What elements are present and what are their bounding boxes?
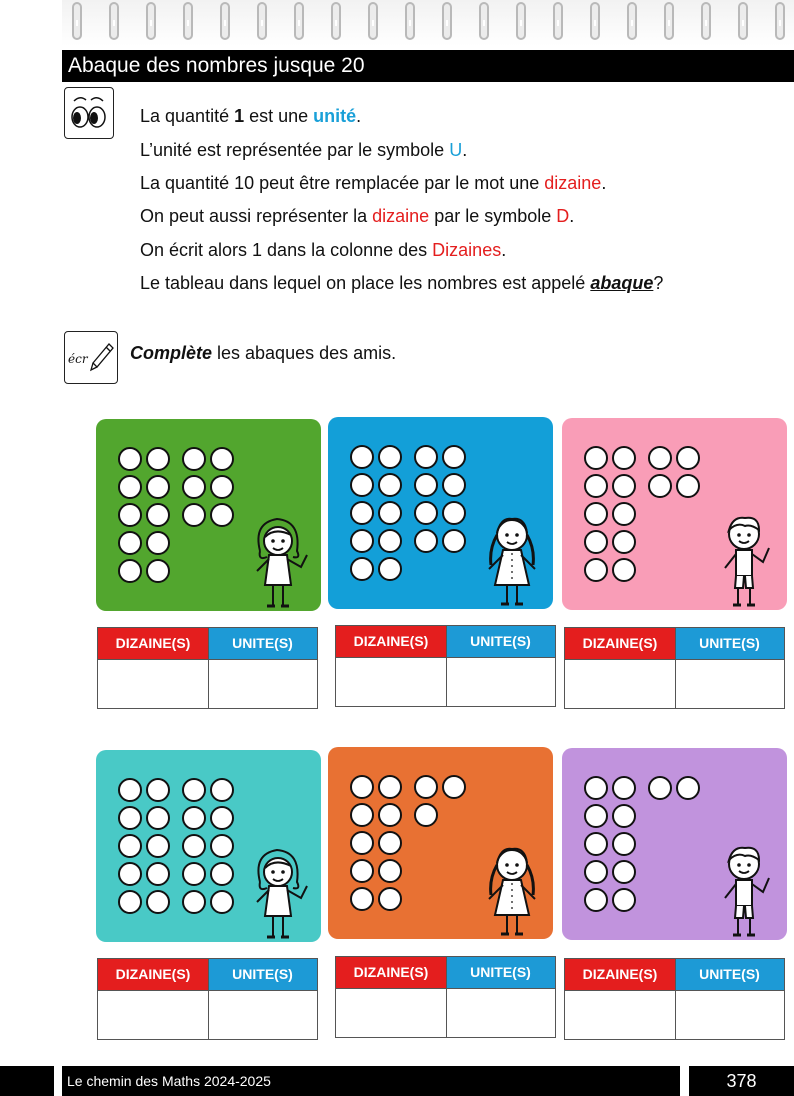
spiral-ring: [109, 2, 119, 40]
tens-header: DIZAINE(S): [98, 959, 208, 990]
spiral-ring: [701, 2, 711, 40]
units-header: UNITE(S): [208, 628, 317, 659]
counter-dot: [584, 776, 608, 800]
abaque-table-6: [564, 958, 785, 1040]
lesson-line-6: Le tableau dans lequel on place les nombres est appelé abaque?: [140, 273, 664, 293]
counter-dot: [414, 445, 438, 469]
counter-dot: [584, 446, 608, 470]
counter-dot: [378, 501, 402, 525]
lesson-line-2: L’unité est représentée par le symbole U.: [140, 140, 468, 160]
spiral-ring: [516, 2, 526, 40]
counter-dot: [612, 530, 636, 554]
counter-dot: [210, 503, 234, 527]
units-header: UNITE(S): [208, 959, 317, 990]
counter-dot: [146, 890, 170, 914]
counter-dot: [210, 834, 234, 858]
counter-dot: [378, 803, 402, 827]
counter-dot: [210, 447, 234, 471]
counter-dot: [378, 859, 402, 883]
counter-dot: [118, 778, 142, 802]
lesson-line-5: On écrit alors 1 dans la colonne des Dizaines.: [140, 240, 507, 260]
page-title: Abaque des nombres jusque 20: [62, 50, 794, 82]
counter-dot: [378, 831, 402, 855]
counter-dot: [378, 887, 402, 911]
spiral-ring: [479, 2, 489, 40]
child-drawing: [245, 511, 315, 616]
counter-dot: [118, 531, 142, 555]
spiral-binding: [62, 0, 794, 46]
counter-dot: [612, 558, 636, 582]
spiral-ring: [368, 2, 378, 40]
units-header: UNITE(S): [446, 957, 555, 988]
child-drawing: [477, 509, 547, 614]
abaque-table-5: [335, 956, 556, 1038]
counter-dot: [146, 531, 170, 555]
counting-card: [96, 750, 321, 942]
counter-dot: [210, 475, 234, 499]
footer-label: Le chemin des Maths 2024-2025: [62, 1066, 680, 1096]
counter-dot: [350, 803, 374, 827]
spiral-ring: [405, 2, 415, 40]
counter-dot: [612, 446, 636, 470]
tens-header: DIZAINE(S): [336, 957, 446, 988]
counter-dot: [612, 804, 636, 828]
tens-header: DIZAINE(S): [98, 628, 208, 659]
counter-dot: [182, 778, 206, 802]
counter-dot: [442, 445, 466, 469]
counter-dot: [612, 502, 636, 526]
page-number: 378: [689, 1066, 794, 1096]
counter-dot: [118, 475, 142, 499]
counter-dot: [648, 776, 672, 800]
counter-dot: [182, 862, 206, 886]
counting-card: [96, 419, 321, 611]
spiral-ring: [294, 2, 304, 40]
counter-dot: [146, 778, 170, 802]
counting-card: [562, 748, 787, 940]
counter-dot: [182, 447, 206, 471]
child-drawing: [245, 842, 315, 947]
counter-dot: [350, 445, 374, 469]
counter-dot: [442, 501, 466, 525]
counter-dot: [378, 445, 402, 469]
child-drawing: [477, 839, 547, 944]
counter-dot: [442, 529, 466, 553]
counter-dot: [350, 529, 374, 553]
counter-dot: [442, 775, 466, 799]
counter-dot: [118, 503, 142, 527]
child-drawing: [711, 840, 781, 945]
spiral-ring: [738, 2, 748, 40]
abaque-table-3: [564, 627, 785, 709]
counter-dot: [676, 446, 700, 470]
counter-dot: [146, 475, 170, 499]
counter-dot: [378, 557, 402, 581]
tens-header: DIZAINE(S): [565, 959, 675, 990]
counter-dot: [584, 888, 608, 912]
counter-dot: [648, 474, 672, 498]
counter-dot: [350, 831, 374, 855]
counter-dot: [584, 474, 608, 498]
footer-left-block: [0, 1066, 54, 1096]
counter-dot: [210, 862, 234, 886]
counter-dot: [676, 474, 700, 498]
spiral-ring: [257, 2, 267, 40]
lesson-line-4: On peut aussi représenter la dizaine par le symbole D.: [140, 206, 575, 226]
counter-dot: [182, 806, 206, 830]
units-header: UNITE(S): [446, 626, 555, 657]
counter-dot: [182, 475, 206, 499]
abaque-table-2: [335, 625, 556, 707]
eyes-icon: [64, 87, 114, 139]
spiral-ring: [72, 2, 82, 40]
tens-header: DIZAINE(S): [336, 626, 446, 657]
spiral-ring: [442, 2, 452, 40]
counter-dot: [182, 890, 206, 914]
instruction: Complète les abaques des amis.: [130, 343, 397, 363]
counting-card: [328, 747, 553, 939]
counter-dot: [118, 806, 142, 830]
counter-dot: [118, 862, 142, 886]
counter-dot: [378, 775, 402, 799]
units-header: UNITE(S): [675, 959, 784, 990]
counter-dot: [350, 887, 374, 911]
counter-dot: [210, 890, 234, 914]
counter-dot: [146, 559, 170, 583]
spiral-ring: [664, 2, 674, 40]
counter-dot: [146, 834, 170, 858]
counter-dot: [118, 447, 142, 471]
counter-dot: [378, 529, 402, 553]
abaque-table-1: [97, 627, 318, 709]
counter-dot: [146, 503, 170, 527]
counter-dot: [146, 447, 170, 471]
spiral-ring: [627, 2, 637, 40]
counter-dot: [414, 473, 438, 497]
spiral-ring: [220, 2, 230, 40]
counter-dot: [118, 834, 142, 858]
counter-dot: [210, 806, 234, 830]
counter-dot: [350, 775, 374, 799]
counter-dot: [378, 473, 402, 497]
spiral-ring: [590, 2, 600, 40]
counter-dot: [584, 804, 608, 828]
abaque-table-4: [97, 958, 318, 1040]
counter-dot: [414, 775, 438, 799]
lesson-line-3: La quantité 10 peut être remplacée par le mot une dizaine.: [140, 173, 607, 193]
counter-dot: [584, 530, 608, 554]
counter-dot: [350, 501, 374, 525]
counter-dot: [648, 446, 672, 470]
spiral-ring: [775, 2, 785, 40]
counter-dot: [584, 860, 608, 884]
counter-dot: [676, 776, 700, 800]
counter-dot: [210, 778, 234, 802]
counter-dot: [350, 473, 374, 497]
counter-dot: [414, 529, 438, 553]
tens-header: DIZAINE(S): [565, 628, 675, 659]
child-drawing: [711, 510, 781, 615]
counter-dot: [350, 557, 374, 581]
counter-dot: [350, 859, 374, 883]
counter-dot: [182, 503, 206, 527]
counter-dot: [414, 803, 438, 827]
counter-dot: [612, 776, 636, 800]
counter-dot: [612, 888, 636, 912]
spiral-ring: [146, 2, 156, 40]
counter-dot: [182, 834, 206, 858]
counter-dot: [612, 832, 636, 856]
counter-dot: [584, 558, 608, 582]
counter-dot: [612, 474, 636, 498]
counter-dot: [584, 832, 608, 856]
counter-dot: [118, 559, 142, 583]
counter-dot: [584, 502, 608, 526]
write-pencil-icon: écr: [64, 331, 118, 384]
spiral-ring: [553, 2, 563, 40]
counting-card: [328, 417, 553, 609]
counter-dot: [118, 890, 142, 914]
spiral-ring: [331, 2, 341, 40]
units-header: UNITE(S): [675, 628, 784, 659]
counting-card: [562, 418, 787, 610]
lesson-line-1: La quantité 1 est une unité.: [140, 106, 362, 126]
spiral-ring: [183, 2, 193, 40]
counter-dot: [414, 501, 438, 525]
counter-dot: [146, 862, 170, 886]
counter-dot: [612, 860, 636, 884]
counter-dot: [442, 473, 466, 497]
counter-dot: [146, 806, 170, 830]
